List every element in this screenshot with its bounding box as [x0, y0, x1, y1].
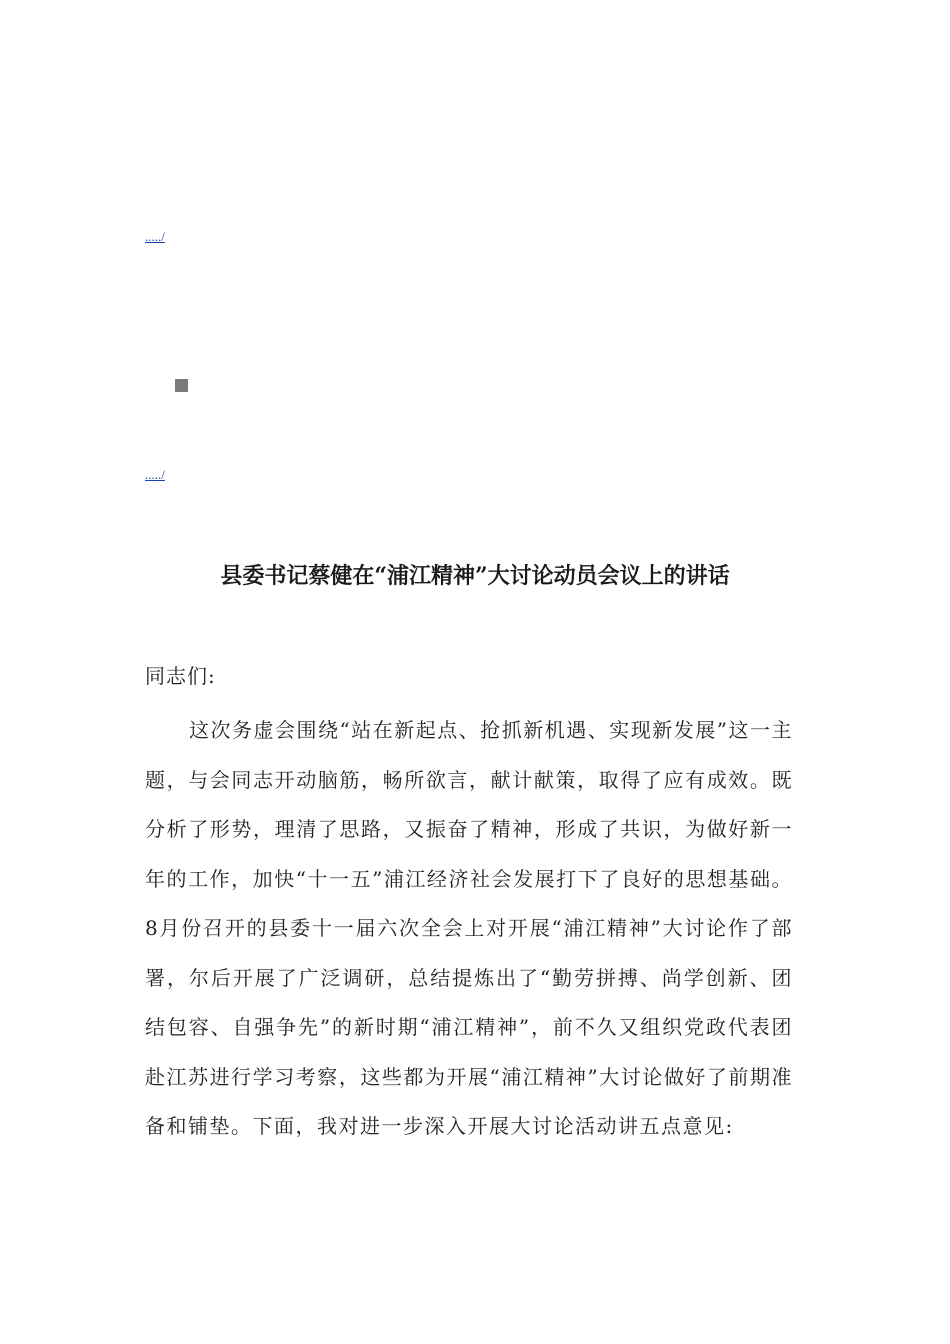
link-middle[interactable]: ...../	[145, 467, 165, 482]
salutation: 同志们:	[145, 664, 216, 688]
link-top[interactable]: ...../	[145, 229, 165, 244]
square-icon	[175, 379, 188, 392]
document-title: 县委书记蔡健在“浦江精神”大讨论动员会议上的讲话	[220, 563, 730, 589]
body-paragraph: 这次务虚会围绕“站在新起点、抢抓新机遇、实现新发展”这一主题，与会同志开动脑筋，畅所欲言，献计献策，取得了应有成效。既分析了形势，理清了思路，又振奋了精神，形成了共识，为做好新一年的工作，加快“十一五”浦江经济社会发展打下了良好的思想基础。8月份召开的县委十一届六次全会上对开展“浦江精神”大讨论作了部署，尔后开展了广泛调研，总结提炼出了“勤劳拼搏、尚学创新、团结包容、自强争先”的新时期“浦江精神”，前不久又组织党政代表团赴江苏进行学习考察，这些都为开展“浦江精神”大讨论做好了前期准备和铺垫。下面，我对进一步深入开展大讨论活动讲五点意见:	[145, 718, 793, 1138]
